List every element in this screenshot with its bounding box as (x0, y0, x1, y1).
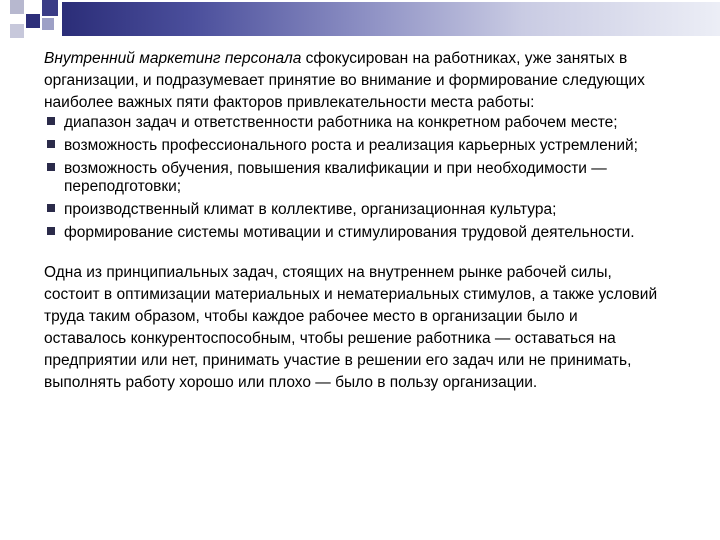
gradient-header-bar (62, 2, 720, 36)
square-bullet-icon (47, 163, 55, 171)
list-item (44, 224, 664, 242)
list-item (44, 137, 664, 155)
intro-paragraph (44, 48, 664, 114)
list-item-text: производственный климат в коллективе, организационная культура; (64, 201, 557, 218)
square-bullet-icon (47, 227, 55, 235)
list-item-text: возможность обучения, повышения квалификации и при необходимости — переподготовки; (64, 160, 607, 195)
square-bullet-icon (47, 140, 55, 148)
list-item (44, 114, 664, 132)
decorative-square (10, 0, 24, 14)
intro-italic-lead: Внутренний маркетинг персонала (44, 50, 302, 67)
decorative-square (10, 24, 24, 38)
list-item-text: формирование системы мотивации и стимулирования трудовой деятельности. (64, 224, 635, 241)
decorative-square (42, 18, 54, 30)
list-item (44, 160, 664, 196)
square-bullet-icon (47, 117, 55, 125)
slide-content (44, 48, 664, 394)
intro-text: сфокусирован на работниках, уже занятых в организации, и подразумевает принятие во внимание и формирование следующих наиболее важных пяти факторов привлекательности места работы: (44, 50, 645, 111)
factors-list (44, 114, 664, 242)
list-item (44, 201, 664, 219)
list-item-text: возможность профессионального роста и реализация карьерных устремлений; (64, 137, 638, 154)
decorative-square (42, 0, 58, 16)
decorative-square (26, 14, 40, 28)
conclusion-paragraph: Одна из принципиальных задач, стоящих на внутреннем рынке рабочей силы, состоит в оптимизации материальных и нематериальных стимулов, а также условий труда таким образом, чтобы каждое рабочее место в организации было и оставалось конкурентоспособным, чтобы решение работника — оставаться на предприятии или нет, принимать участие в решении его задач или не принимать, выполнять работу хорошо или плохо — было в пользу организации. (44, 264, 658, 391)
square-bullet-icon (47, 204, 55, 212)
list-item-text: диапазон задач и ответственности работника на конкретном рабочем месте; (64, 114, 618, 131)
